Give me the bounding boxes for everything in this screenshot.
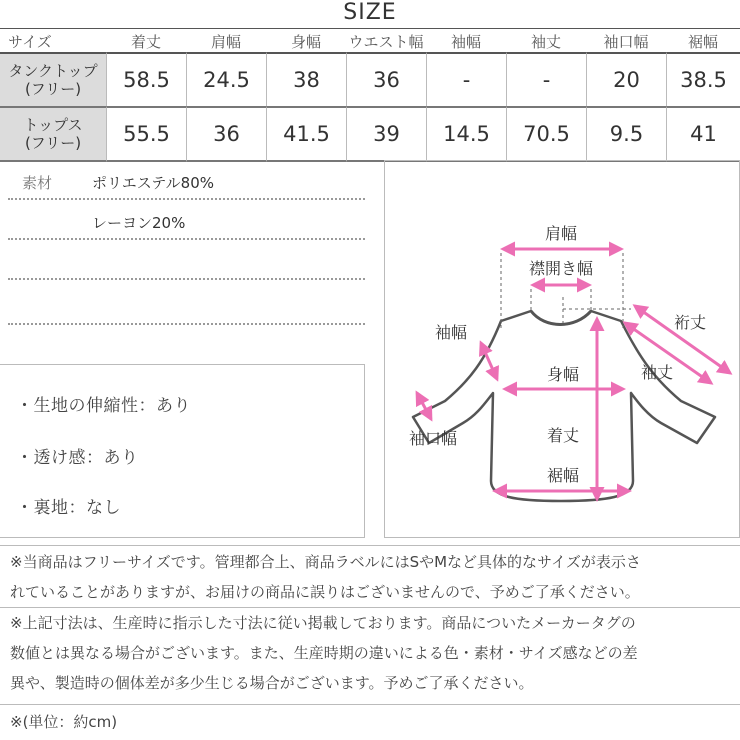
header-cuff: 袖口幅 [603,32,649,51]
table-row [0,52,740,106]
material-value: レーヨン20% [92,214,186,232]
feature-lining: ・裏地：なし [16,498,121,518]
label-sleeve-length: 袖丈 [640,363,674,382]
measurement-diagram [384,160,740,538]
table-cell: 41 [666,106,740,162]
header-sleeve-width: 袖幅 [450,32,481,51]
table-cell: 14.5 [426,106,506,162]
table-cell: 41.5 [266,106,346,162]
table-cell: 36 [346,52,426,106]
dotted-divider [8,278,365,280]
label-length: 着丈 [546,426,580,445]
table-header-row [0,30,740,52]
title-divider [0,28,740,29]
label-hem: 裾幅 [546,466,580,485]
page-title: SIZE [343,0,397,25]
material-label: 素材 [22,174,53,192]
material-value: ポリエステル80% [92,174,214,192]
header-length: 着丈 [130,32,161,51]
table-cell: 24.5 [186,52,266,106]
table-row [0,106,740,162]
feature-stretch: ・生地の伸縮性：あり [16,396,191,416]
header-sleeve-length: 袖丈 [530,32,561,51]
label-neck: 襟開き幅 [528,259,594,278]
table-cell: 58.5 [106,52,186,106]
table-cell: - [426,52,506,106]
table-cell: 38.5 [666,52,740,106]
table-cell: 36 [186,106,266,162]
row-label-tops: トップス (フリー) [0,106,106,162]
table-cell: 38 [266,52,346,106]
header-size: サイズ [8,32,52,51]
dotted-divider [8,323,365,325]
size-table [0,30,740,162]
note-free-size: ※当商品はフリーサイズです。管理都合上、商品ラベルにはSやMなど具体的なサイズが表示さ れていることがありますが、お届けの商品に誤りはございませんので、予めご了承ください。 [10,553,641,601]
table-cell: 9.5 [586,106,666,162]
note-measurements: ※上記寸法は、生産時に指示した寸法に従い掲載しております。商品についたメーカータグの 数値とは異なる場合がございます。また、生産時期の違いによる色・素材・サイズ感などの差 異や、製造時の個体差が多少生じる場合がございます。予めご了承ください。 [10,614,638,692]
table-cell: 70.5 [506,106,586,162]
label-sleeve-width: 袖幅 [434,323,468,342]
table-cell: 20 [586,52,666,106]
dotted-divider [8,238,365,240]
label-yuki: 裄丈 [673,313,707,332]
table-cell: 39 [346,106,426,162]
label-body-width: 身幅 [546,365,580,384]
dotted-divider [8,198,365,200]
notes-divider [0,545,740,546]
header-waist: ウエスト幅 [348,32,424,51]
header-shoulder: 肩幅 [210,32,241,51]
table-cell: 55.5 [106,106,186,162]
garment-illustration [385,161,739,537]
notes-divider [0,704,740,705]
header-body-width: 身幅 [290,32,321,51]
label-shoulder: 肩幅 [544,224,578,243]
fabric-features [0,364,365,538]
row-label-tank: タンクトップ (フリー) [0,52,106,106]
feature-sheer: ・透け感：あり [16,448,139,468]
header-hem: 裾幅 [687,32,718,51]
unit-note: ※(単位：約cm) [10,713,118,731]
label-cuff: 袖口幅 [408,429,458,448]
table-cell: - [506,52,586,106]
